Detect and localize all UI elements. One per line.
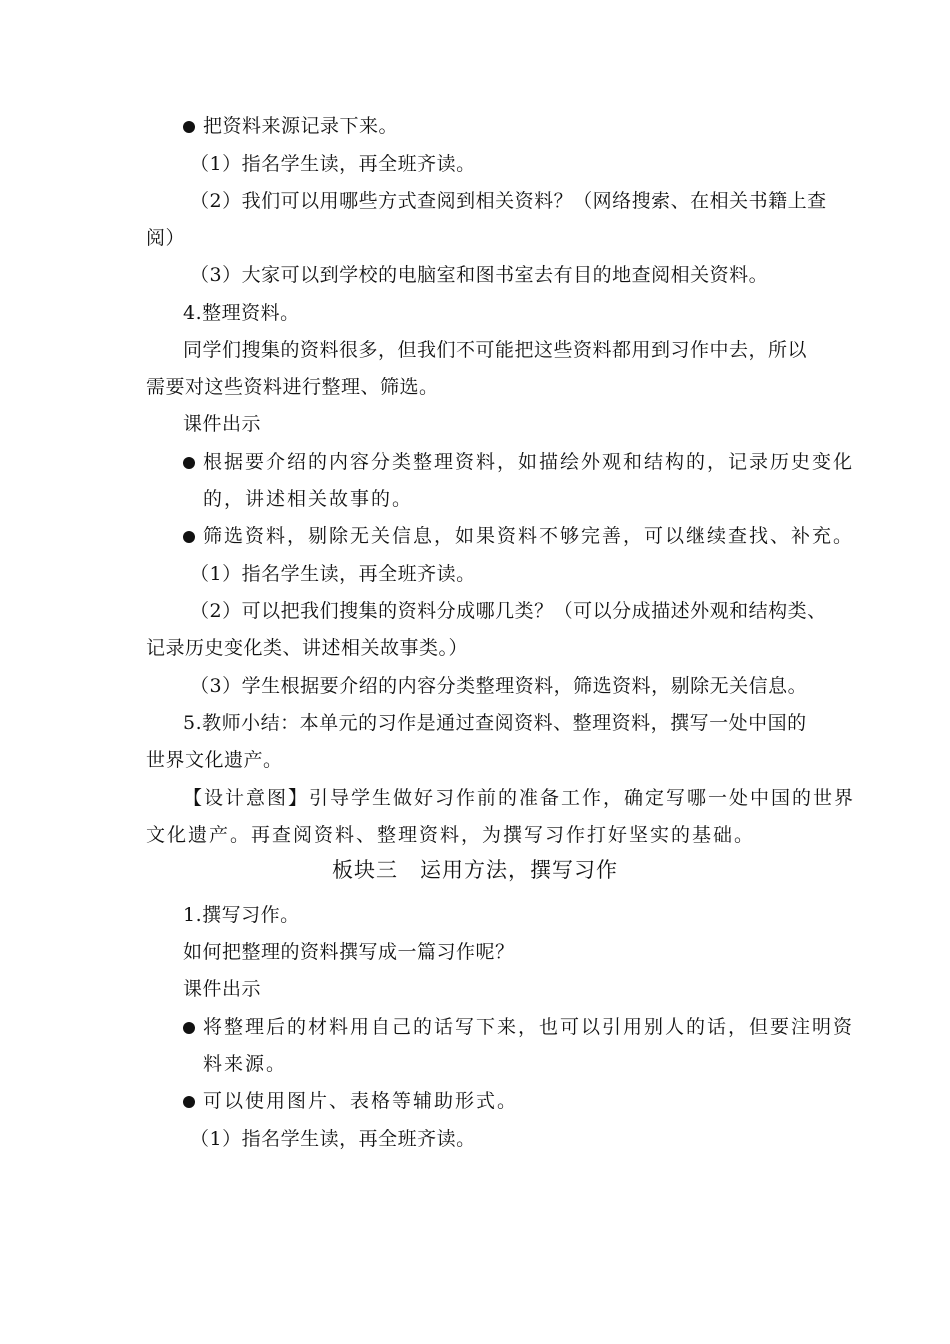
bullet-continuation: 料来源。 — [203, 1053, 288, 1075]
bullet-item — [183, 524, 855, 548]
paragraph: （3）学生根据要介绍的内容分类整理资料，筛选资料，剔除无关信息。 — [190, 675, 808, 697]
design-intent: 【设计意图】引导学生做好习作前的准备工作，确定写哪一处中国的世界 — [183, 787, 856, 809]
bullet-dot-icon — [183, 457, 195, 469]
bullet-item — [183, 1015, 855, 1039]
bullet-dot-icon — [183, 531, 195, 543]
bullet-dot-icon — [183, 121, 195, 133]
paragraph: （1）指名学生读，再全班齐读。 — [190, 1128, 476, 1150]
paragraph-continuation: 文化遗产。再查阅资料、整理资料，为撰写习作打好坚实的基础。 — [146, 824, 756, 846]
bullet-text: 可以使用图片、表格等辅助形式。 — [203, 1090, 519, 1112]
paragraph-continuation: 记录历史变化类、讲述相关故事类。） — [146, 637, 469, 659]
bullet-dot-icon — [183, 1096, 195, 1108]
paragraph-continuation: 需要对这些资料进行整理、筛选。 — [146, 376, 439, 398]
bullet-text: 把资料来源记录下来。 — [203, 115, 399, 137]
paragraph: 如何把整理的资料撰写成一篇习作呢？ — [183, 941, 515, 963]
bullet-text: 筛选资料，剔除无关信息，如果资料不够完善，可以继续查找、补充。 — [203, 525, 855, 547]
step-title: 4.整理资料。 — [183, 302, 300, 324]
step-title: 1.撰写习作。 — [183, 904, 300, 926]
bullet-item — [183, 114, 843, 138]
step-title: 5.教师小结：本单元的习作是通过查阅资料、整理资料，撰写一处中国的 — [183, 712, 807, 734]
paragraph: （1）指名学生读，再全班齐读。 — [190, 563, 476, 585]
paragraph: （2）可以把我们搜集的资料分成哪几类？（可以分成描述外观和结构类、 — [190, 600, 827, 622]
bullet-item — [183, 1089, 843, 1113]
courseware-label: 课件出示 — [183, 978, 262, 1000]
paragraph: （3）大家可以到学校的电脑室和图书室去有目的地查阅相关资料。 — [190, 264, 769, 286]
bullet-text: 根据要介绍的内容分类整理资料，如描绘外观和结构的，记录历史变化 — [203, 451, 855, 473]
bullet-dot-icon — [183, 1022, 195, 1034]
paragraph: （1）指名学生读，再全班齐读。 — [190, 153, 476, 175]
paragraph-continuation: 阅） — [146, 227, 186, 249]
paragraph: 同学们搜集的资料很多，但我们不可能把这些资料都用到习作中去，所以 — [183, 339, 808, 361]
paragraph-continuation: 世界文化遗产。 — [146, 749, 283, 771]
courseware-label: 课件出示 — [183, 413, 262, 435]
bullet-continuation: 的，讲述相关故事的。 — [203, 488, 414, 510]
bullet-item — [183, 450, 855, 474]
section-heading: 板块三 运用方法，撰写习作 — [332, 858, 618, 882]
paragraph: （2）我们可以用哪些方式查阅到相关资料？（网络搜索、在相关书籍上查 — [190, 190, 827, 212]
bullet-text: 将整理后的材料用自己的话写下来，也可以引用别人的话，但要注明资 — [203, 1016, 855, 1038]
